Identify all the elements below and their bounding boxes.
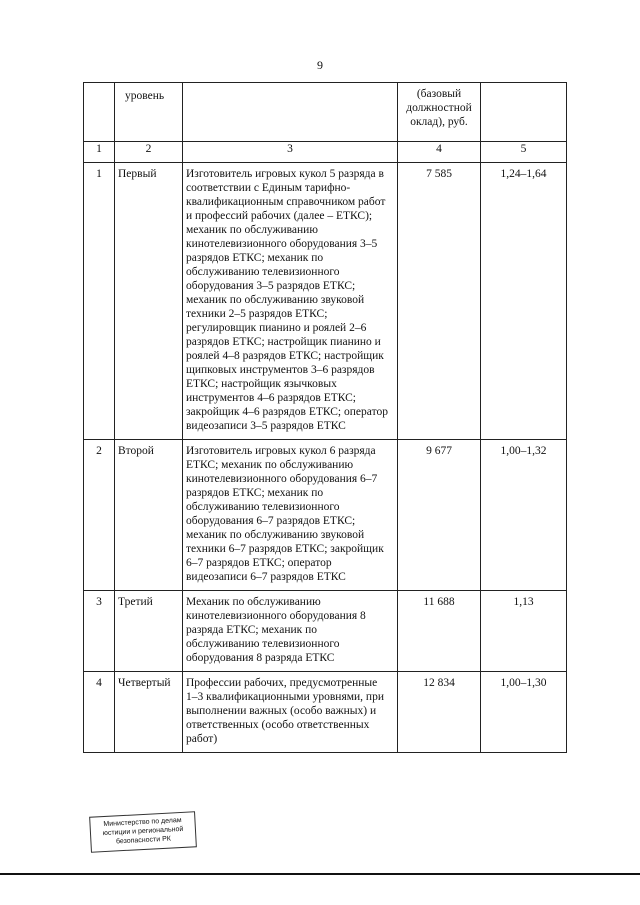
row-level-name: Четвертый	[115, 672, 183, 753]
salary-table	[83, 82, 567, 753]
row-salary: 11 688	[398, 591, 481, 672]
row-coefficient: 1,00–1,32	[481, 440, 567, 591]
row-level-name: Первый	[115, 163, 183, 440]
column-number: 1	[84, 142, 115, 163]
row-description: Изготовитель игровых кукол 6 разряда ЕТКС; механик по обслуживанию кинотелевизионного оборудования 6–7 разрядов ЕТКС; механик по обслуживанию телевизионного оборудования 6–7 разрядов ЕТКС; механик по обслуживанию звуковой техники 6–7 разрядов ЕТКС; закройщик 6–7 разрядов ЕТКС; оператор видеозаписи 6–7 разрядов ЕТКС	[183, 440, 398, 591]
header-level-label: уровень	[115, 83, 183, 142]
table-row	[84, 163, 567, 440]
row-number: 3	[84, 591, 115, 672]
header-cell-empty	[481, 83, 567, 142]
column-number: 4	[398, 142, 481, 163]
footer-rule	[0, 873, 640, 875]
stamp-line: юстиции и региональной	[102, 825, 184, 838]
column-number: 2	[115, 142, 183, 163]
row-salary: 9 677	[398, 440, 481, 591]
row-coefficient: 1,24–1,64	[481, 163, 567, 440]
column-number-row	[84, 142, 567, 163]
row-level-name: Второй	[115, 440, 183, 591]
row-salary: 12 834	[398, 672, 481, 753]
row-salary: 7 585	[398, 163, 481, 440]
ministry-stamp	[89, 811, 197, 852]
row-number: 4	[84, 672, 115, 753]
table-row	[84, 591, 567, 672]
stamp-line: Министерство по делам	[103, 816, 182, 829]
column-number: 5	[481, 142, 567, 163]
row-level-name: Третий	[115, 591, 183, 672]
row-description: Изготовитель игровых кукол 5 разряда в соответствии с Единым тарифно-квалификационным справочником работ и профессий рабочих (далее – ЕТКС); механик по обслуживанию кинотелевизионного оборудования 3–5 разрядов ЕТКС; механик по обслуживанию телевизионного оборудования 3–5 разрядов ЕТКС; механик по обслуживанию звуковой техники 2–5 разрядов ЕТКС; регулировщик пианино и роялей 2–6 разрядов ЕТКС; настройщик пианино и роялей 4–8 разрядов ЕТКС; настройщик щипковых инструментов 3–6 разрядов ЕТКС; настройщик язычковых инструментов 4–6 разрядов ЕТКС; закройщик 4–6 разрядов ЕТКС; оператор видеозаписи 3–5 разрядов ЕТКС	[183, 163, 398, 440]
row-number: 2	[84, 440, 115, 591]
row-description: Механик по обслуживанию кинотелевизионного оборудования 8 разряда ЕТКС; механик по обслуживанию телевизионного оборудования 8 разряда ЕТКС	[183, 591, 398, 672]
header-cell-empty	[183, 83, 398, 142]
table-row	[84, 440, 567, 591]
page-number: 9	[317, 58, 323, 72]
row-coefficient: 1,13	[481, 591, 567, 672]
row-coefficient: 1,00–1,30	[481, 672, 567, 753]
row-number: 1	[84, 163, 115, 440]
stamp-line: безопасности РК	[115, 835, 172, 846]
table-header-row	[84, 83, 567, 142]
header-salary-label: (базовый должностной оклад), руб.	[398, 83, 481, 142]
header-cell-empty	[84, 83, 115, 142]
row-description: Профессии рабочих, предусмотренные 1–3 квалификационными уровнями, при выполнении важных (особо важных) и ответственных (особо ответственных работ)	[183, 672, 398, 753]
table-row	[84, 672, 567, 753]
column-number: 3	[183, 142, 398, 163]
